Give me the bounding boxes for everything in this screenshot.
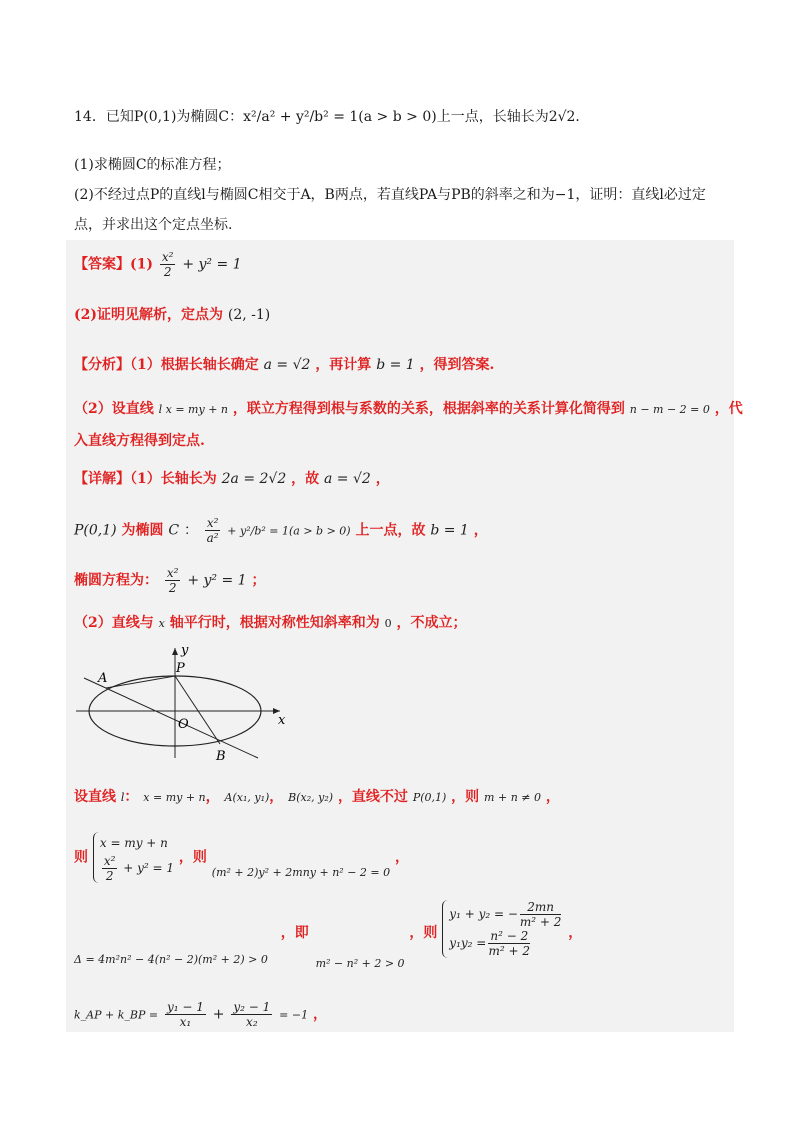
analysis-a: a = √2	[263, 357, 311, 373]
quadratic-eq: (m² + 2)y² + 2mny + n² − 2 = 0	[211, 865, 391, 879]
system-then: ，则	[178, 849, 207, 866]
point-p-2: P(0,1)	[412, 791, 447, 804]
line-pa	[106, 676, 175, 688]
question-line-2: (1)求椭圆C的标准方程；	[74, 157, 231, 173]
answer-eq-tail: + y² = 1	[182, 256, 242, 273]
set-line-eq: x = my + n	[143, 791, 206, 804]
analysis-mid: ，再计算	[315, 357, 372, 373]
slope-sum-end: ，	[312, 1006, 327, 1023]
detail-2-end: ，	[473, 522, 488, 539]
analysis-b: b = 1	[376, 357, 415, 373]
delta-then: ，则	[409, 925, 438, 941]
answer-label: 【答案】(1)	[74, 256, 153, 273]
detail-line-1	[74, 468, 390, 488]
detail-label: 【详解】（1）长轴长为	[74, 471, 217, 487]
set-line-mid: ，直线不过	[337, 789, 408, 805]
solution-line-4: k_AP + k_BP = $\frac{\text{y₁ − 1}}{\text{x₁}}$ + $\frac{\text{y₂ − 1}}{\text{x₂}}$ = −1 ，	[74, 1000, 327, 1029]
detail-line-4	[74, 612, 466, 632]
ellipse-eq-label: 椭圆方程为：	[74, 572, 158, 589]
question-line-3a: (2)不经过点P的直线l与椭圆C相交于A，B两点，若直线PA与PB的斜率之和为−1，证明：直线l必过定	[74, 187, 706, 203]
equation-system	[93, 832, 174, 883]
x-over-a: $\frac{\text{x²}}{\text{a²}}$	[206, 516, 219, 545]
detail-2-eq: + y²/b² = 1(a > b > 0)	[227, 524, 351, 538]
solution-line-2	[74, 832, 409, 883]
detail-2-mid2: 上一点，故	[355, 522, 426, 539]
detail-mid: ，故	[291, 471, 320, 487]
solution-line-1: 设直线 l： x = my + n， A(x₁, y₁)， B(x₂, y₂) ，直线不过 P(0,1) ，则 m + n ≠ 0 ，	[74, 789, 560, 805]
y-axis-arrow	[172, 648, 178, 655]
point-p: P(0,1)	[74, 522, 117, 539]
slope-frac-1: $\frac{\text{y₁ − 1}}{\text{x₁}}$	[166, 1000, 204, 1029]
system-end: ，	[395, 849, 409, 866]
analysis-line-1	[74, 354, 494, 374]
detail-a: a = √2	[324, 471, 371, 487]
ellipse-c: C	[168, 522, 180, 539]
label-b: B	[216, 749, 226, 764]
answer-line-1	[74, 250, 242, 279]
label-x: x	[278, 713, 286, 728]
set-line-then: ，则	[451, 789, 480, 805]
analysis-2-mid: ，联立方程得到根与系数的关系，根据斜率的关系计算化简得到	[232, 401, 625, 417]
analysis-line-2b: 入直线方程得到定点.	[74, 433, 205, 449]
detail-2a: 2a = 2√2	[221, 471, 287, 487]
set-line-l: l	[120, 791, 125, 804]
slope-sum-eq: = −1	[279, 1008, 309, 1022]
detail-end: ，	[375, 471, 390, 487]
label-a: A	[98, 671, 108, 686]
delta-ji: ，即	[280, 925, 309, 941]
set-line-end: ，	[545, 789, 560, 805]
analysis-2-end: ，代	[714, 401, 743, 417]
system-eq-2: $\frac{\text{x²}}{2}$ + y² = 1	[103, 854, 175, 883]
fixed-point: (2, -1)	[227, 307, 271, 323]
detail-b: b = 1	[430, 522, 469, 539]
label-p: P	[176, 661, 185, 676]
system-label: 则	[74, 849, 88, 866]
detail-4-end: ，不成立；	[396, 615, 467, 631]
detail-2-mid: 为椭圆	[121, 522, 164, 539]
detail-line-3	[74, 566, 265, 595]
delta-end: ，	[568, 925, 583, 941]
analysis-2-start: （2）设直线	[74, 401, 154, 417]
analysis-2-line: l x = my + n	[158, 403, 228, 416]
condition-m-n: m + n ≠ 0	[484, 791, 541, 804]
ellipse-eq-fraction: $\frac{\text{x²}}{2}$	[166, 566, 179, 595]
set-line-label: 设直线	[74, 789, 116, 805]
detail-4-zero: 0	[384, 617, 392, 630]
detail-4-start: （2）直线与	[74, 615, 154, 631]
ellipse-eq-end: ；	[251, 572, 266, 589]
answer-2-text: (2)证明见解析，定点为	[74, 307, 223, 323]
detail-4-mid: 轴平行时，根据对称性知斜率和为	[169, 615, 380, 631]
vieta-product: y₁y₂ = $\frac{\text{n² − 2}}{\text{m² + 2}}$	[449, 929, 531, 958]
delta-ineq: m² − n² + 2 > 0	[315, 957, 405, 970]
analysis-line-2	[74, 398, 743, 418]
label-o: O	[178, 717, 189, 732]
slope-sum-label: k_AP + k_BP =	[74, 1008, 159, 1022]
detail-4-x: x	[158, 617, 165, 630]
slope-frac-2: $\frac{\text{y₂ − 1}}{\text{x₂}}$	[233, 1000, 271, 1029]
delta-expr: Δ = 4m²n² − 4(n² − 2)(m² + 2) > 0	[74, 953, 268, 966]
label-y: y	[181, 643, 189, 658]
answer-line-2	[74, 304, 270, 324]
analysis-end: ，得到答案.	[419, 357, 495, 373]
vieta-sum: y₁ + y₂ = − $\frac{2mn}{\text{m² + 2}}$	[449, 900, 562, 929]
line-pb	[175, 676, 220, 744]
system-eq-1: x = my + n	[99, 836, 168, 850]
ellipse-eq-tail: + y² = 1	[187, 572, 247, 589]
point-a: A(x₁, y₁)	[224, 791, 270, 804]
ellipse-fraction: $\frac{\text{x²}}{2}$	[161, 250, 174, 279]
question-line-1: 14．已知P(0,1)为椭圆C：x²/a² + y²/b² = 1(a > b > 0)上一点，长轴长为2√2．	[74, 109, 590, 125]
analysis-label: 【分析】（1）根据长轴长确定	[74, 357, 259, 373]
question-line-3b: 点，并求出这个定点坐标.	[74, 217, 233, 233]
ellipse-diagram	[70, 640, 300, 770]
point-b: B(x₂, y₂)	[288, 791, 334, 804]
solution-line-3	[74, 900, 583, 970]
vieta-system	[442, 900, 563, 958]
detail-line-2: P(0,1) 为椭圆 C ： $\frac{\text{x²}}{\text{a²}}$ + y²/b² = 1(a > b > 0) 上一点，故 b = 1 ，	[74, 516, 488, 545]
analysis-2-eq: n − m − 2 = 0	[629, 403, 710, 416]
